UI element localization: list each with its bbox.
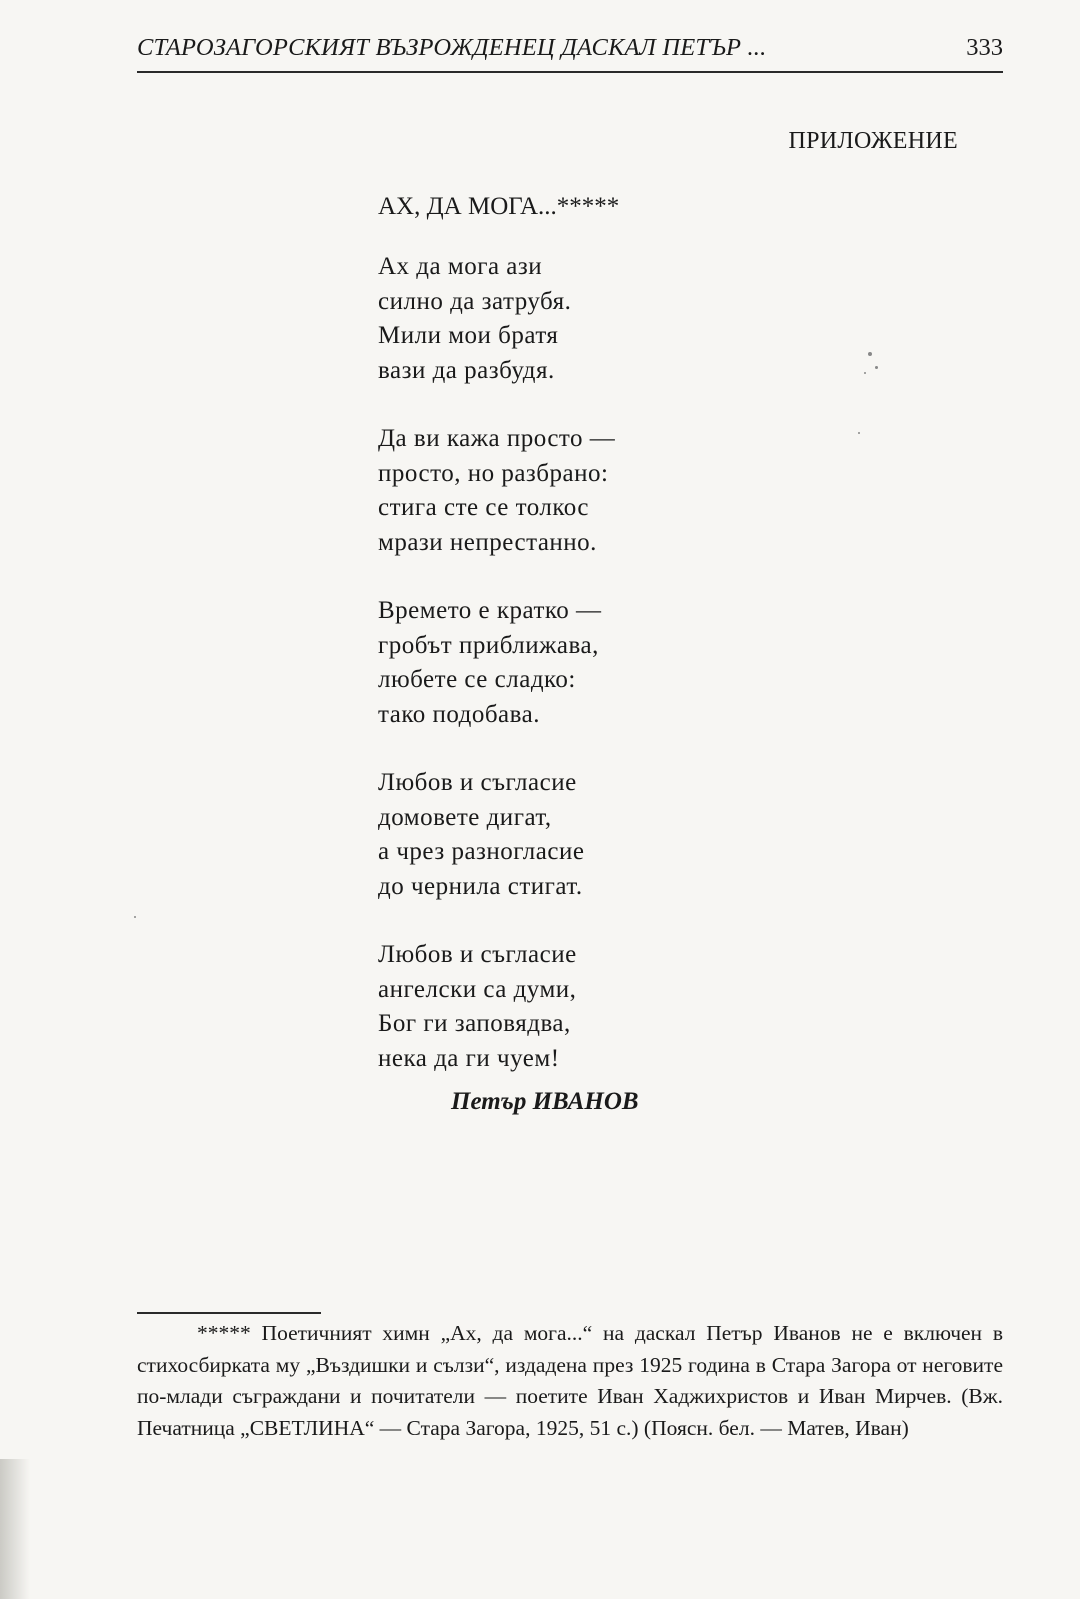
verse-line: мрази непрестанно. [378, 528, 597, 556]
poem-body [378, 250, 778, 1110]
stanza [378, 250, 778, 388]
verse-line: домовете дигат, [378, 803, 552, 831]
poem-title: АХ, ДА МОГА...***** [378, 193, 620, 220]
verse-line: гробът приближава, [378, 631, 599, 659]
poem-author: Петър ИВАНОВ [451, 1088, 639, 1115]
verse-line: ангелски са думи, [378, 975, 577, 1003]
running-title: СТАРОЗАГОРСКИЯТ ВЪЗРОЖДЕНЕЦ ДАСКАЛ ПЕТЪР ... [137, 34, 767, 61]
verse-line: Любов и съгласие [378, 769, 577, 796]
verse-line: Бог ги заповядва, [378, 1010, 571, 1037]
verse-line: Да ви кажа просто — [378, 425, 616, 452]
page-number: 333 [966, 34, 1003, 61]
stanza [378, 766, 778, 904]
verse-line: до чернила стигат. [378, 872, 583, 900]
scan-speck [134, 916, 136, 918]
verse-line: Мили мои братя [378, 322, 559, 349]
verse-line: нека да ги чуем! [378, 1044, 560, 1072]
section-label: ПРИЛОЖЕНИЕ [788, 128, 958, 154]
header-rule [137, 71, 1003, 73]
verse-line: силно да затрубя. [378, 287, 572, 315]
stanza [378, 422, 778, 560]
verse-line: Любов и съгласие [378, 941, 577, 968]
footnote-rule [137, 1312, 321, 1314]
scan-speck [875, 366, 878, 369]
verse-line: тако подобава. [378, 700, 540, 728]
running-header [137, 34, 1003, 74]
scan-speck [858, 432, 860, 434]
verse-line: вази да разбудя. [378, 356, 555, 384]
footnote: ***** Поетичният химн „Ах, да мога...“ на даскал Петър Иванов не е включен в стихосбирката му „Въздишки и сълзи“, издадена през 1925 година в Стара Загора от неговите по-млади съграждани и почитатели — поетите Иван Хаджихристов и Иван Мирчев. (Вж. Печатница „СВЕТЛИНА“ — Стара Загора, 1925, 51 с.) (Поясн. бел. — Матев, Иван) [137, 1321, 1003, 1440]
stanza [378, 938, 778, 1076]
verse-line: Ах да мога ази [378, 253, 543, 280]
binding-shadow [0, 1459, 30, 1599]
scan-speck [868, 352, 872, 356]
verse-line: Времето е кратко — [378, 597, 602, 624]
scan-speck [864, 372, 866, 374]
stanza [378, 594, 778, 732]
verse-line: стига сте се толкос [378, 494, 589, 521]
verse-line: любете се сладко: [378, 666, 576, 693]
verse-line: просто, но разбрано: [378, 459, 609, 487]
verse-line: а чрез разногласие [378, 838, 585, 865]
